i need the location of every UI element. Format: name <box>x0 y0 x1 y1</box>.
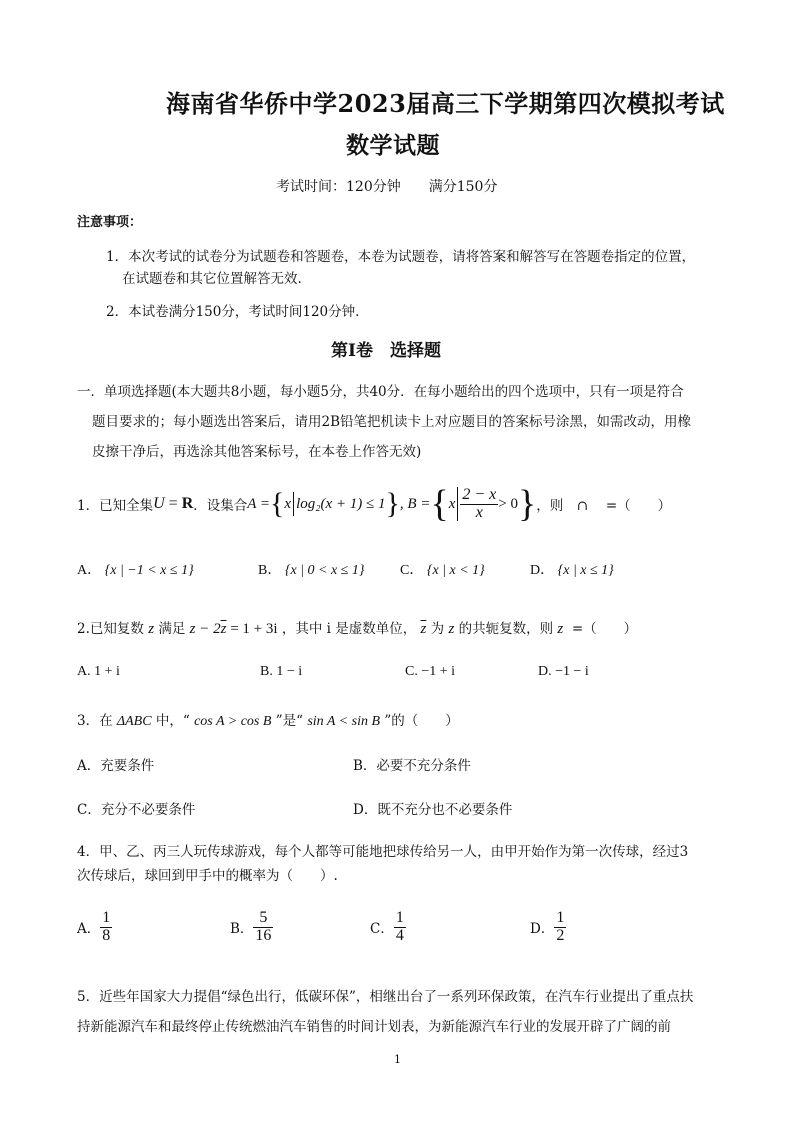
q3-option-b <box>353 754 471 774</box>
q2-option-c-label: C. <box>405 664 418 679</box>
q1-mid: ．设集合 <box>193 498 248 514</box>
q2-option-a-text: 1 + i <box>94 664 120 679</box>
q1-B-var: x <box>448 495 456 512</box>
q2-option-d <box>538 664 589 680</box>
q1-option-d-text: {x | x ≤ 1} <box>557 563 614 578</box>
q4-option-c-fraction <box>394 910 406 945</box>
page-number: 1 <box>394 1053 401 1066</box>
q1-prefix: 1．已知全集 <box>77 498 154 514</box>
q3-option-d-text: 既不充分也不必要条件 <box>377 802 513 818</box>
q1-brace-open-B: { <box>430 483 449 525</box>
q4-option-a-num: 1 <box>102 909 111 926</box>
q3-s1: 中，“ <box>155 713 190 729</box>
q2-zbar: $\overline{z}$ <box>420 621 427 637</box>
q1-B-bar <box>457 487 458 521</box>
q3-option-a <box>77 754 154 774</box>
q1-option-a-label: A． <box>77 563 102 578</box>
question-2 <box>77 617 637 638</box>
q1-brace-close-B: } <box>517 483 537 525</box>
q4-option-c-num: 1 <box>395 909 404 926</box>
q2-s5: =（ ） <box>567 621 638 637</box>
q3-triangle: ΔABC <box>116 714 152 729</box>
q1-A-expr: log₂(x + 1) ≤ 1 <box>296 495 386 512</box>
q1-universal-set: U <box>153 495 165 512</box>
q1-equals: = <box>164 495 182 512</box>
q3-option-b-label: B． <box>353 758 377 774</box>
q3-option-c-text: 充分不必要条件 <box>100 802 196 818</box>
q2-eq-b: = 1 + 3i <box>226 621 278 637</box>
q2-s2: ，其中 i 是虚数单位， <box>281 621 417 637</box>
q2-option-c <box>405 664 455 680</box>
q1-option-a <box>77 559 194 579</box>
q3-prefix: 3．在 <box>77 713 113 729</box>
q4-option-a-fraction <box>100 910 112 945</box>
q3-option-a-text: 充要条件 <box>100 758 155 774</box>
q4-option-d <box>530 910 566 945</box>
q5-line-2: 持新能源汽车和最终停止传统燃油汽车销售的时间计划表，为新能源汽车行业的发展开辟了广阔的前 <box>77 1019 671 1035</box>
q4-option-d-den: 2 <box>556 926 565 944</box>
q2-z2: z <box>448 621 455 637</box>
exam-title: 海南省华侨中学2023届高三下学期第四次模拟考试 <box>166 89 725 118</box>
q1-suffix: ，则 ∩ =（ ） <box>536 498 672 514</box>
exam-subtitle: 数学试题 <box>346 132 440 159</box>
q1-option-c <box>400 559 485 579</box>
q1-A-bar <box>293 492 294 516</box>
q4-option-d-fraction <box>554 910 566 945</box>
q1-option-b <box>258 559 364 579</box>
q3-option-d-label: D． <box>353 802 378 818</box>
q1-option-a-text: {x | −1 < x ≤ 1} <box>104 563 194 578</box>
q4-option-c-den: 4 <box>395 926 404 944</box>
q3-s3: ”的（ ） <box>384 713 459 729</box>
q1-option-d <box>530 559 614 579</box>
q2-option-a <box>77 664 120 680</box>
q2-s4: 的共轭复数，则 <box>458 621 554 637</box>
q1-B-fraction <box>460 487 498 522</box>
section1-line-1: 一．单项选择题(本大题共8小题，每小题5分，共40分．在每小题给出的四个选项中，只有一项是符合 <box>77 384 684 400</box>
q4-option-b <box>230 910 273 945</box>
q4-line-2: 次传球后，球回到甲手中的概率为（ ）. <box>77 868 338 884</box>
notes-heading: 注意事项： <box>77 215 143 230</box>
q2-z: z <box>148 621 155 637</box>
q2-option-b-label: B. <box>260 664 273 679</box>
q1-A-var: x <box>284 495 292 512</box>
q4-option-c-label: C． <box>370 921 394 938</box>
q1-reals: R <box>181 495 194 512</box>
note-item-2: 2．本试卷满分150分，考试时间120分钟. <box>106 304 360 320</box>
q1-option-b-text: {x | 0 < x ≤ 1} <box>284 563 365 578</box>
q2-option-b-text: 1 − i <box>276 664 303 679</box>
section1-line-2: 题目要求的；每小题选出答案后，请用2B铅笔把机读卡上对应题目的答案标号涂黑，如需改动，用橡 <box>92 414 692 430</box>
exam-info: 考试时间：120分钟 满分150分 <box>276 179 498 195</box>
question-1 <box>77 484 671 524</box>
question-3 <box>77 709 459 730</box>
note-item-1-cont: 在试题卷和其它位置解答无效. <box>122 271 302 287</box>
q2-option-d-text: −1 − i <box>555 664 589 679</box>
q1-A-left: A = <box>247 495 271 512</box>
note-item-1: 1．本次考试的试卷分为试题卷和答题卷，本卷为试题卷，请将答案和解答写在答题卷指定的位置， <box>106 249 696 265</box>
q3-s2: ”是“ <box>275 713 304 729</box>
q3-option-d <box>353 798 512 818</box>
q1-brace-close-A: } <box>385 487 400 520</box>
q4-option-c <box>370 910 406 945</box>
q4-option-d-label: D． <box>530 921 555 938</box>
q4-option-b-fraction <box>253 910 273 945</box>
q2-eq-zbar: $\overline{z}$ <box>220 621 227 637</box>
q3-option-c-label: C． <box>77 802 101 818</box>
q4-line-1: 4．甲、乙、丙三人玩传球游戏，每个人都等可能地把球传给另一人，由甲开始作为第一次传球，经过3 <box>77 844 689 860</box>
q4-option-d-num: 1 <box>556 909 565 926</box>
q4-option-a-label: A． <box>77 921 101 938</box>
q2-s3: 为 <box>430 621 445 637</box>
section1-line-3: 皮擦干净后，再选涂其他答案标号，在本卷上作答无效) <box>92 444 422 460</box>
q4-option-b-label: B． <box>230 921 254 938</box>
q4-option-b-num: 5 <box>253 910 273 928</box>
part-title: 第Ⅰ卷 选择题 <box>331 341 441 361</box>
q2-option-d-label: D. <box>538 664 552 679</box>
q3-cond-2: sin A < sin B <box>307 714 381 729</box>
q1-option-c-label: C． <box>400 563 424 578</box>
q3-option-b-text: 必要不充分条件 <box>376 758 471 774</box>
q5-line-1: 5．近些年国家大力提倡“绿色出行，低碳环保”，相继出台了一系列环保政策，在汽车行业提出了重点扶 <box>77 989 694 1005</box>
q2-prefix: 2.已知复数 <box>77 621 144 637</box>
q1-B-gt: > 0 <box>498 495 518 512</box>
q2-s1: 满足 <box>158 621 186 637</box>
q4-option-b-den: 16 <box>255 926 272 944</box>
q1-option-d-label: D． <box>530 563 555 578</box>
q3-cond-1: cos A > cos B <box>194 714 272 729</box>
q3-option-a-label: A． <box>77 758 101 774</box>
q2-option-c-text: −1 + i <box>421 664 456 679</box>
q1-option-b-label: B． <box>258 563 282 578</box>
q2-eq-a: z − 2 <box>189 621 221 637</box>
q2-z3: z <box>557 621 564 637</box>
q3-option-c <box>77 798 195 818</box>
q4-option-a <box>77 910 112 945</box>
q1-brace-open-A: { <box>270 487 285 520</box>
q2-option-b <box>260 664 302 680</box>
q2-option-a-label: A. <box>77 664 91 679</box>
q1-B-denominator: x <box>475 503 483 521</box>
q1-B-numerator: 2 − x <box>462 485 497 503</box>
q1-B-left: , B = <box>399 495 431 512</box>
q4-option-a-den: 8 <box>102 926 111 944</box>
q1-option-c-text: {x | x < 1} <box>426 563 485 578</box>
